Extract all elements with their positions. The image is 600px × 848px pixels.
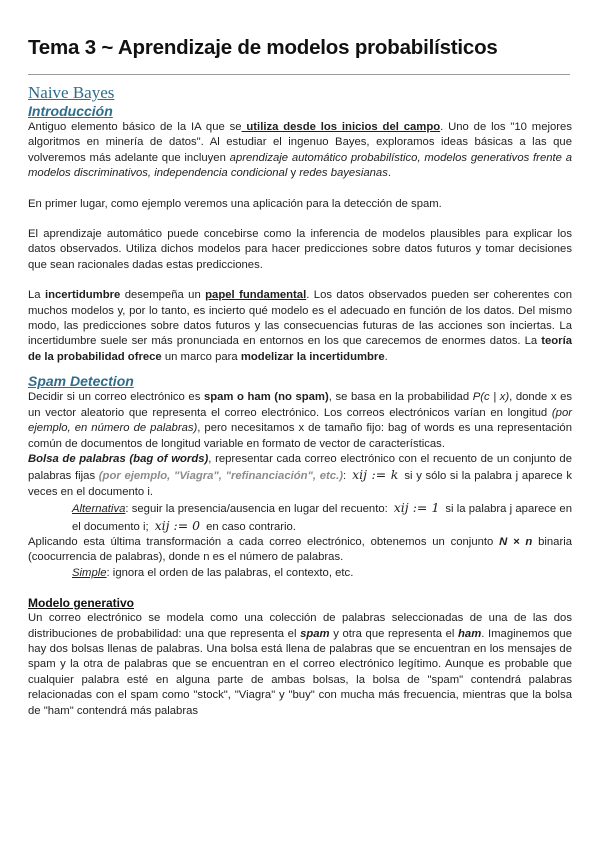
document-title: Tema 3 ~ Aprendizaje de modelos probabilísticos	[28, 36, 498, 59]
subheading-modelo-generativo: Modelo generativo	[28, 596, 135, 611]
intro-paragraph-2: En primer lugar, como ejemplo veremos una aplicación para la detección de spam.	[28, 197, 442, 210]
formula-presence: xij := 1	[393, 500, 440, 516]
intro-paragraph-4: La incertidumbre desempeña un papel fundamental. Los datos observados pueden ser coherentes con muchos modelos y, por lo tanto, es incierto qué modelo es el adecuado en función de los datos. Del mismo modo, las predicciones sobre datos futuros y las consecuencias futuras de las acciones son inciertas. La incertidumbre suele ser más pronunciada en entornos en los que carecemos de enormes datos. La teoría de la probabilidad ofrece un marco para modelizar la incertidumbre.	[28, 289, 572, 363]
spam-alternative: Alternativa: seguir la presencia/ausencia en lugar del recuento: xij := 1 si la palabra j aparece en el documento i; xij := 0 en caso contrario.	[72, 500, 572, 533]
subheading-introduccion: Introducción	[28, 103, 113, 119]
spam-paragraph-1: Decidir si un correo electrónico es spam o ham (no spam), se basa en la probabilidad P(c | x), donde x es un vector aleatorio que representa el correo electrónico. Los correos electrónicos varían en longitud (por ejemplo, en número de palabras), pero necesitamos x de tamaño fijo: bag of words es una representación común de documentos de longitud variable en formato de vector de características.	[28, 391, 573, 450]
subheading-spam-detection: Spam Detection	[28, 373, 134, 390]
spam-paragraph-bag-of-words: Bolsa de palabras (bag of words), representar cada correo electrónico con el recuento de un conjunto de palabras fijas (por ejemplo, "Viagra", "refinanciación", etc.): xij := k si y sólo si la palabra j aparece k veces en el documento i.	[28, 452, 572, 498]
generative-paragraph: Un correo electrónico se modela como una colección de palabras seleccionadas de una de las dos distribuciones de probabilidad: una que representa el spam y otra que representa el ham. Imaginemos que hay dos bolsas llenas de palabras. Una bolsa está llena de palabras que se encuentran en los mensajes de spam y la otra de palabras que se encuentran en el correo electrónico legítimo. Aunque es probable que cualquier palabra esté en alguna parte de ambas bolsas, la bolsa de "spam" contendrá palabras relacionadas con el spam como "stock", "Viagra" y "buy" con mucha más frecuencia, mientras que la bolsa de "ham" contendrá más palabras	[28, 612, 572, 717]
section-heading-naive-bayes: Naive Bayes	[28, 83, 115, 102]
intro-paragraph-1: Antiguo elemento básico de la IA que se utiliza desde los inicios del campo. Uno de los "10 mejores algoritmos en minería de datos". Al estudiar el ingenuo Bayes, exploramos ideas básicas a las que volveremos más adelante que incluyen aprendizaje automático probabilístico, modelos generativos frente a modelos discriminativos, independencia condicional y redes bayesianas.	[28, 121, 572, 180]
formula-count: xij := k	[352, 467, 399, 483]
title-divider	[28, 74, 570, 75]
intro-paragraph-3: El aprendizaje automático puede concebirse como la inferencia de modelos plausibles para explicar los datos observados. Utiliza dichos modelos para hacer predicciones sobre datos futuros y tomar decisiones que sean racionales dadas estas predicciones.	[28, 228, 572, 271]
formula-absence: xij := 0	[154, 517, 201, 533]
spam-simple: Simple: ignora el orden de las palabras, el contexto, etc.	[72, 566, 354, 579]
spam-paragraph-3: Aplicando esta última transformación a cada correo electrónico, obtenemos un conjunto N × n binaria (coocurrencia de palabras), donde n es el número de palabras.	[28, 535, 573, 564]
